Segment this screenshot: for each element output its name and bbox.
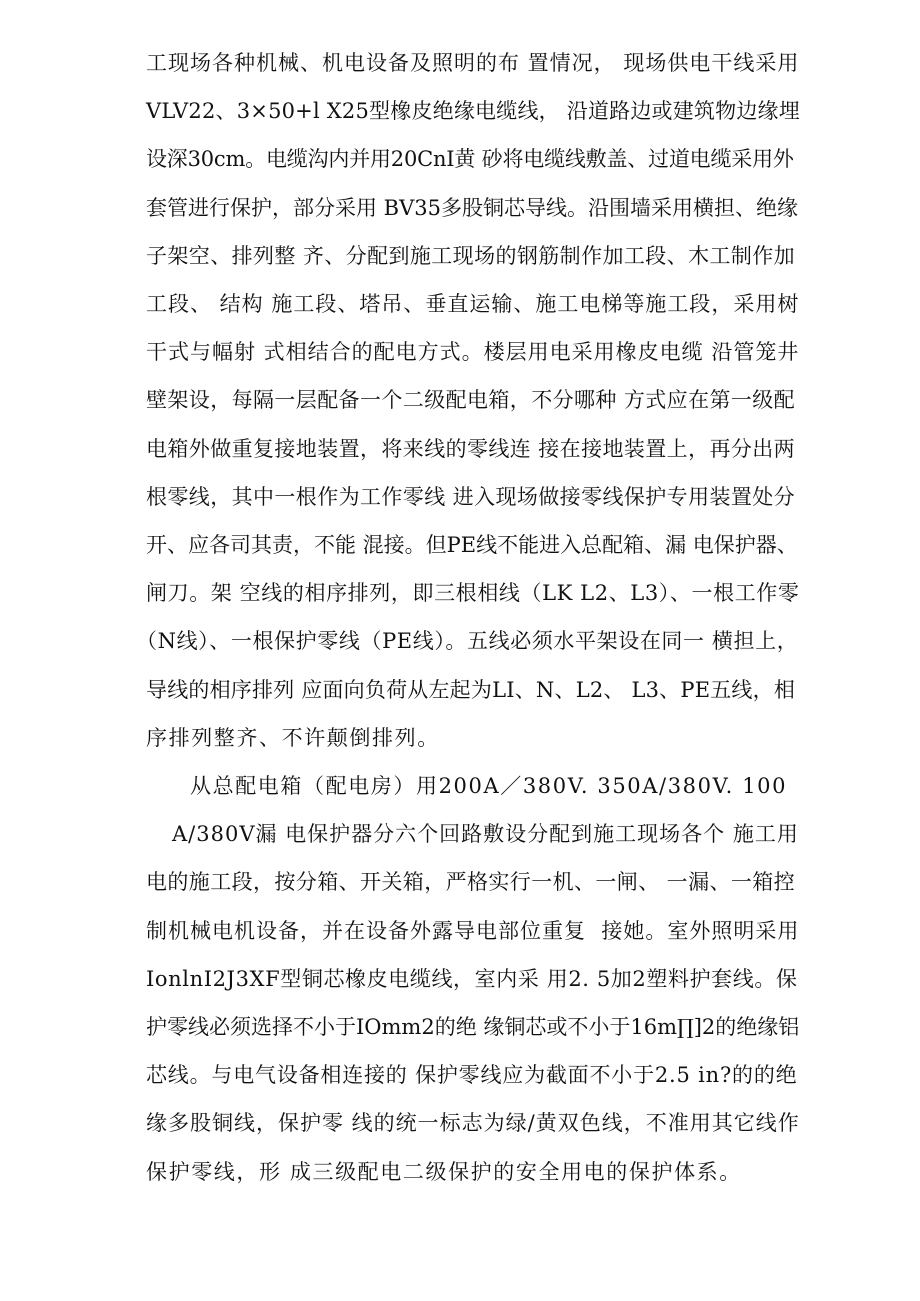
text-line: 制机械电机设备，并在设备外露导电部位重复 接她。室外照明采用 [146, 919, 800, 943]
text-line: 芯线。与电气设备相连接的 保护零线应为截面不小于2.5 in?的的绝 [146, 1063, 798, 1087]
text-line: IonlnI2J3XF型铜芯橡皮电缆线，室内采 用2. 5加2塑料护套线。保 [146, 967, 798, 991]
text-line: 导线的相序排列 应面向负荷从左起为LI、N、L2、 L3、PE五线，相 [146, 678, 796, 702]
text-line: 套管进行保护，部分采用 BV35多股铜芯导线。沿围墙采用横担、绝缘 [146, 196, 798, 220]
text-line: 根零线，其中一根作为工作零线 进入现场做接零线保护专用装置处分 [146, 485, 796, 509]
text-line: （N线）、一根保护零线（PE线）。五线必须水平架设在同一 横担上， [136, 629, 799, 653]
text-line: 电的施工段，按分箱、开关箱，严格实行一机、一闸、 一漏、一箱控 [146, 870, 796, 894]
text-line: 工段、 结构 施工段、塔吊、垂直运输、施工电梯等施工段，采用树 [146, 292, 800, 316]
text-line: 电箱外做重复接地装置，将来线的零线连 接在接地装置上，再分出两 [146, 437, 796, 461]
text-line: 干式与幅射 式相结合的配电方式。楼层用电采用橡皮电缆 沿管笼井 [146, 340, 800, 364]
text-line: 闸刀。架 空线的相序排列，即三根相线（LK L2、L3）、一根工作零 [146, 581, 800, 605]
text-line: 子架空、排列整 齐、分配到施工现场的钢筋制作加工段、木工制作加 [146, 244, 796, 268]
text-line: 缘多股铜线，保护零 线的统一标志为绿/黄双色线，不准用其它线作 [146, 1111, 800, 1135]
text-line: 序排列整齐、不许颠倒排列。 [146, 726, 440, 750]
text-line: 从总配电箱（配电房）用200A／380V. 350A/380V. 100 [190, 774, 788, 798]
text-line: A/380V漏 电保护器分六个回路敷设分配到施工现场各个 施工用 [172, 822, 799, 846]
text-line: 工现场各种机械、机电设备及照明的布 置情况， 现场供电干线采用 [146, 51, 800, 75]
text-line: VLV22、3×50+l X25型橡皮绝缘电缆线， 沿道路边或建筑物边缘埋 [146, 99, 800, 123]
text-line: 开、应各司其责，不能 混接。但PE线不能进入总配箱、漏 电保护器、 [146, 533, 798, 557]
text-line: 保护零线，形 成三级配电二级保护的安全用电的保护体系。 [146, 1160, 742, 1184]
text-line: 壁架设，每隔一层配备一个二级配电箱，不分哪种 方式应在第一级配 [146, 388, 796, 412]
text-line: 设深30cm。电缆沟内并用20CnI黄 砂将电缆线敷盖、过道电缆采用外 [146, 147, 794, 171]
text-line: 护零线必须选择不小于IOmm2的绝 缘铜芯或不小于16m∏]2的绝缘铝 [146, 1015, 800, 1039]
